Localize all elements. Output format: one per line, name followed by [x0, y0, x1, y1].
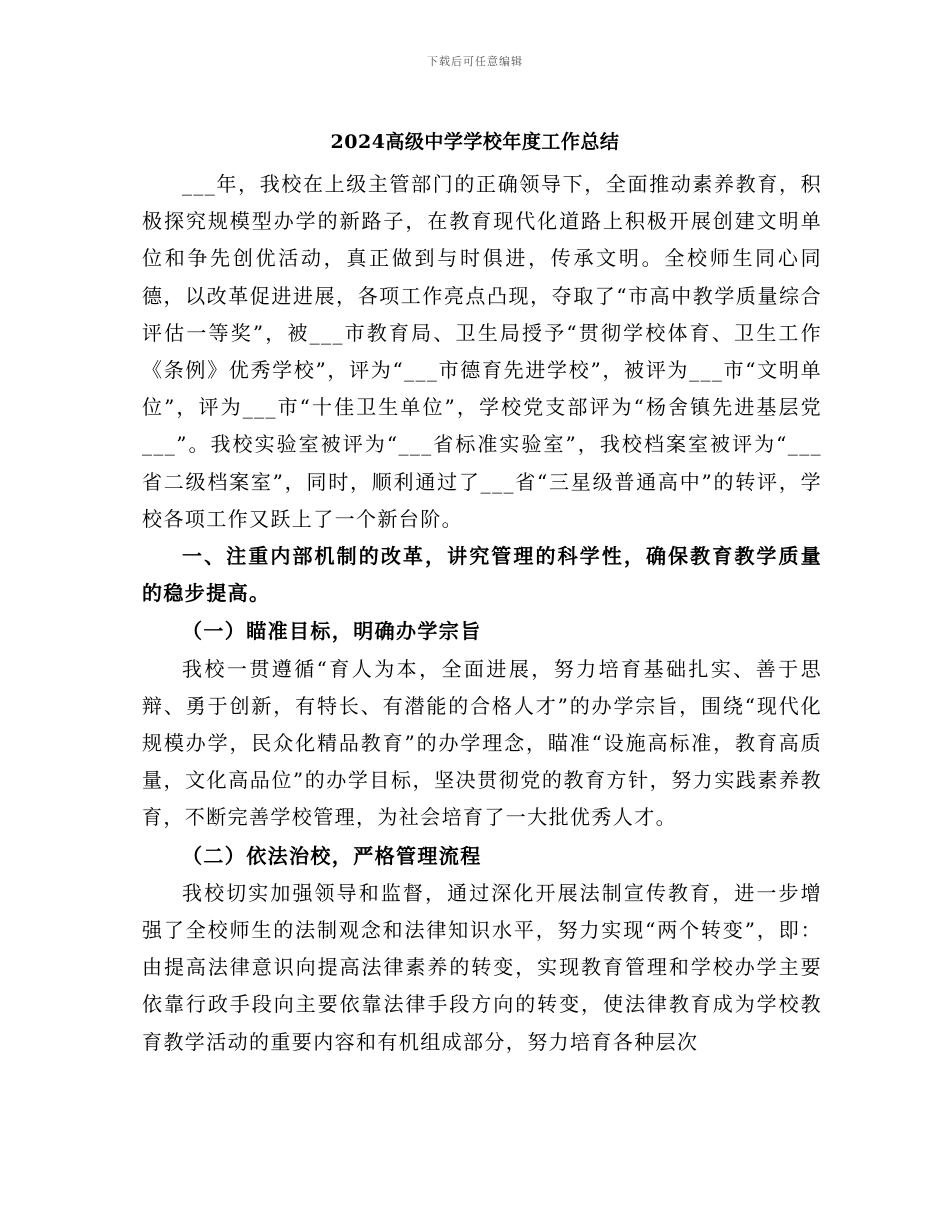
intro-paragraph: ___年，我校在上级主管部门的正确领导下，全面推动素养教育，积极探究规模型办学的新路子，在教育现代化道路上积极开展创建文明单位和争先创优活动，真正做到与时俱进，传承文明。全校师生同心同德，以改革促进进展，各项工作亮点凸现，夺取了“市高中教学质量综合评估一等奖”，被___市教育局、卫生局授予“贯彻学校体育、卫生工作《条例》优秀学校”，评为“___市德育先进学校”，被评为___市“文明单位”，评为___市“十佳卫生单位”，学校党支部评为“杨舍镇先进基层党___”。我校实验室被评为“___省标准实验室”，我校档案室被评为“___省二级档案室”，同时，顺利通过了___省“三星级普通高中”的转评，学校各项工作又跃上了一个新台阶。 [142, 172, 822, 531]
subsection-heading-2: （二）依法治校，严格管理流程 [182, 843, 482, 868]
subsection-heading-1: （一）瞄准目标，明确办学宗旨 [182, 619, 482, 644]
body-paragraph-2: 我校切实加强领导和监督，通过深化开展法制宣传教育，进一步增强了全校师生的法制观念和法律知识水平，努力实现“两个转变”，即：由提高法律意识向提高法律素养的转变，实现教育管理和学校办学主要依靠行政手段向主要依靠法律手段方向的转变，使法律教育成为学校教育教学活动的重要内容和有机组成部分，努力培育各种层次 [142, 880, 822, 1054]
document-body [142, 166, 822, 1061]
header-note: 下载后可任意编辑 [427, 55, 523, 68]
body-paragraph-1: 我校一贯遵循“育人为本，全面进展，努力培育基础扎实、善于思辩、勇于创新，有特长、有潜能的合格人才”的办学宗旨，围绕“现代化规模办学，民众化精品教育”的办学理念，瞄准“设施高标准，教育高质量，文化高品位”的办学目标，坚决贯彻党的教育方针，努力实践素养教育，不断完善学校管理，为社会培育了一大批优秀人才。 [142, 656, 822, 830]
document-title: 2024高级中学学校年度工作总结 [330, 131, 620, 153]
section-heading-1: 一、注重内部机制的改革，讲究管理的科学性，确保教育教学质量的稳步提高。 [142, 544, 822, 606]
